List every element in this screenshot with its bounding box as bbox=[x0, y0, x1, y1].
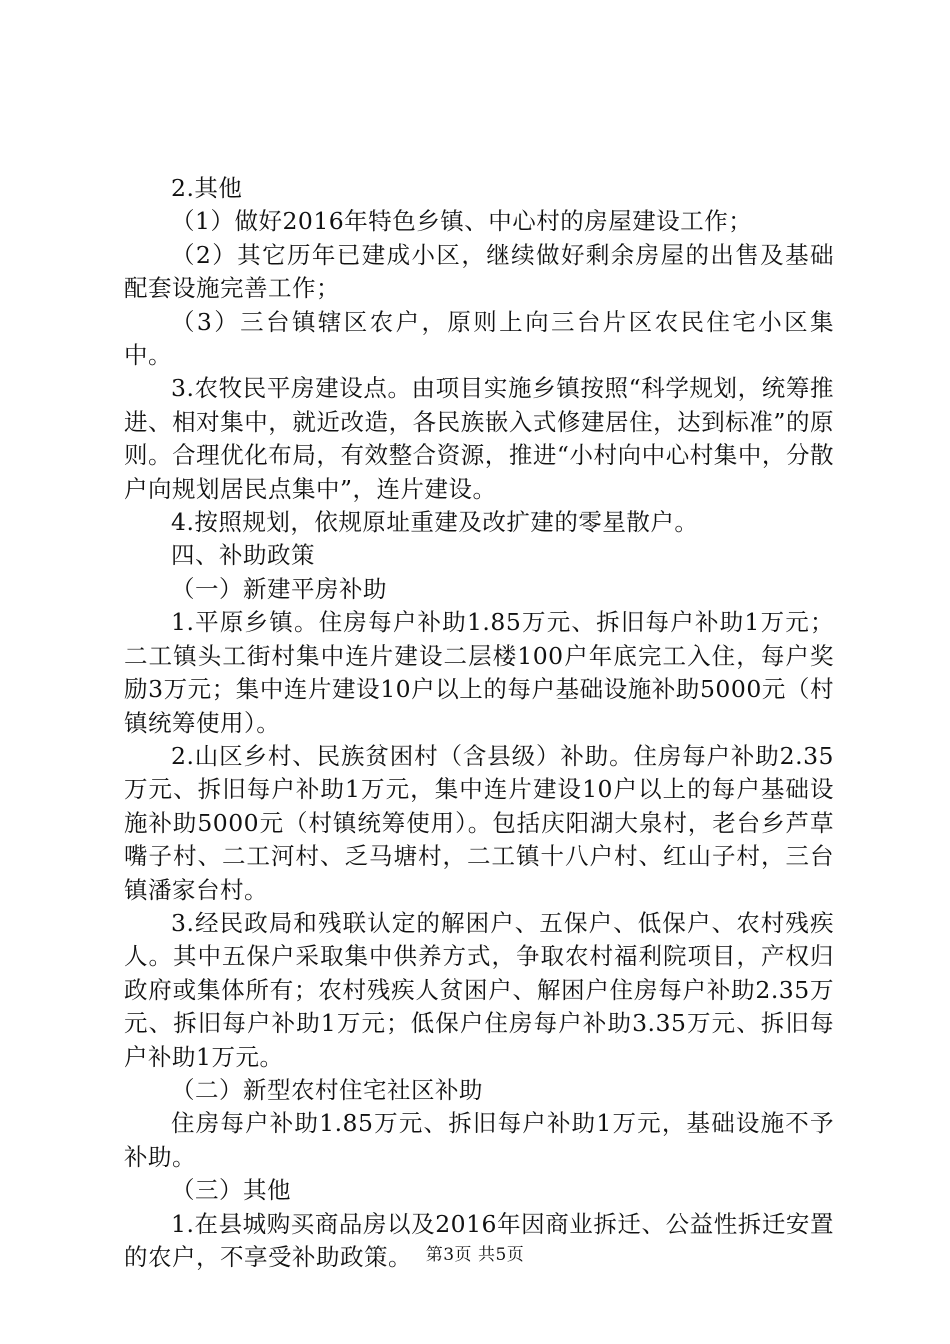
paragraph-mountain-villages: 2.山区乡村、民族贫困村（含县级）补助。住房每户补助2.35万元、拆旧每户补助1万元，集中连片建设10户以上的每户基础设施补助5000元（村镇统筹使用）。包括庆阳湖大泉村，老台乡芦草嘴子村、二工河村、乏马塘村，二工镇十八户村、红山子村，三台镇潘家台村。 bbox=[124, 741, 834, 904]
subheading-other: （三）其他 bbox=[171, 1176, 291, 1205]
section-heading-other: 2.其他 bbox=[171, 174, 243, 202]
paragraph-needy-households: 3.经民政局和残联认定的解困户、五保户、低保户、农村残疾人。其中五保户采取集中供养方式，争取农村福利院项目，产权归政府或集体所有；农村残疾人贫困户、解困户住房每户补助2.35万元、拆旧每户补助1万元；低保户住房每户补助3.35万元、拆旧每户补助1万元。 bbox=[124, 908, 834, 1071]
list-item-1: （1）做好2016年特色乡镇、中心村的房屋建设工作； bbox=[171, 207, 753, 236]
list-item-3: （3）三台镇辖区农户，原则上向三台片区农民住宅小区集中。 bbox=[124, 307, 834, 370]
page-footer: 第3页 共5页 bbox=[425, 1245, 525, 1265]
list-item-2: （2）其它历年已建成小区，继续做好剩余房屋的出售及基础配套设施完善工作； bbox=[124, 240, 834, 303]
document-body bbox=[124, 172, 834, 1274]
subheading-rural-community-subsidy: （二）新型农村住宅社区补助 bbox=[171, 1075, 483, 1104]
paragraph-construction-points: 3.农牧民平房建设点。由项目实施乡镇按照“科学规划，统筹推进、相对集中，就近改造，各民族嵌入式修建居住，达到标准”的原则。合理优化布局，有效整合资源，推进“小村向中心村集中，分散户向规划居民点集中”，连片建设。 bbox=[124, 374, 834, 503]
subheading-new-bungalow-subsidy: （一）新建平房补助 bbox=[171, 574, 387, 603]
paragraph-exclusions: 1.在县城购买商品房以及2016年因商业拆迁、公益性拆迁安置的农户，不享受补助政策。 bbox=[124, 1209, 834, 1271]
paragraph-community-subsidy: 住房每户补助1.85万元、拆旧每户补助1万元，基础设施不予补助。 bbox=[124, 1109, 834, 1171]
paragraph-plain-townships: 1.平原乡镇。住房每户补助1.85万元、拆旧每户补助1万元；二工镇头工街村集中连片建设二层楼100户年底完工入住，每户奖励3万元；集中连片建设10户以上的每户基础设施补助5000元（村镇统筹使用）。 bbox=[124, 608, 834, 737]
section-heading-subsidy-policy: 四、补助政策 bbox=[171, 541, 315, 570]
paragraph-scattered-households: 4.按照规划，依规原址重建及改扩建的零星散户。 bbox=[171, 508, 699, 537]
